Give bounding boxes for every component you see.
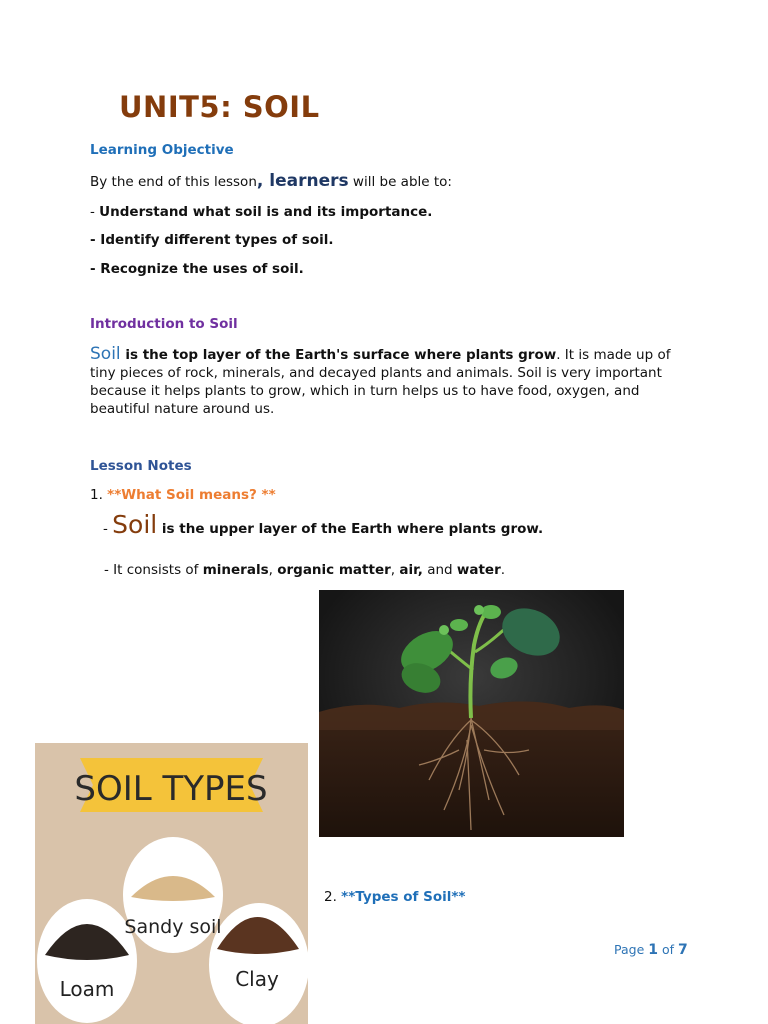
- sandy-soil-label: Sandy soil: [124, 916, 222, 938]
- intro-bold-text: is the top layer of the Earth's surface where plants grow: [120, 347, 557, 363]
- definition-text: is the upper layer of the Earth where plants grow.: [157, 521, 544, 537]
- page-title: UNIT5: SOIL: [119, 90, 320, 124]
- definition-dash: -: [103, 521, 113, 537]
- notes-item-1: [90, 486, 276, 504]
- consists-minerals: minerals: [202, 562, 269, 578]
- consists-comma-2: ,: [390, 562, 400, 578]
- page-word: Page: [614, 942, 649, 957]
- notes-item-2: [324, 888, 465, 906]
- intro-soil-word: Soil: [90, 344, 121, 364]
- consists-start: - It consists of: [104, 562, 203, 578]
- loam-label: Loam: [59, 977, 115, 1001]
- consists-organic: organic matter: [277, 562, 391, 578]
- lesson-notes-heading: Lesson Notes: [90, 458, 192, 474]
- objective-intro-start: By the end of this lesson: [90, 174, 257, 190]
- objective-item-2: - Identify different types of soil.: [90, 232, 334, 248]
- plant-illustration: [319, 590, 624, 837]
- objective-item-1: [90, 203, 432, 221]
- soil-types-image: [35, 743, 308, 1024]
- notes-item-2-label: **Types of Soil**: [341, 889, 466, 905]
- notes-item-2-number: 2.: [324, 889, 342, 905]
- objective-intro: [90, 172, 452, 191]
- soil-types-banner: SOIL TYPES: [74, 769, 268, 809]
- page-number: [614, 942, 688, 958]
- plant-growing-image: [319, 590, 624, 837]
- learners-word: , learners: [256, 171, 349, 191]
- consists-period: .: [500, 562, 506, 578]
- clay-label: Clay: [235, 967, 279, 991]
- page-current: 1: [648, 942, 658, 958]
- page-total: 7: [678, 942, 688, 958]
- page-of-word: of: [658, 942, 678, 957]
- soil-definition: [103, 510, 544, 539]
- objective-item-3: - Recognize the uses of soil.: [90, 261, 304, 277]
- objective-intro-end: will be able to:: [348, 174, 452, 190]
- definition-soil-word: Soil: [112, 510, 158, 539]
- notes-item-1-number: 1.: [90, 487, 108, 503]
- intro-rest-text: . It is made up of tiny pieces of rock, minerals, and decayed plants and animals. Soil is very important because it helps plants to grow, which in turn helps us to have food, oxygen, and beautiful nature around us.: [90, 347, 671, 417]
- consists-comma-1: ,: [268, 562, 278, 578]
- objective-item-1-dash: -: [90, 204, 100, 220]
- consists-and: and: [422, 562, 457, 578]
- objective-item-1-text: Understand what soil is and its importance.: [99, 204, 433, 220]
- soil-types-illustration: [35, 743, 308, 1024]
- notes-item-1-label: **What Soil means? **: [107, 487, 276, 503]
- intro-heading: Introduction to Soil: [90, 316, 238, 332]
- intro-paragraph: [90, 345, 680, 418]
- learning-objective-heading: Learning Objective: [90, 142, 234, 158]
- consists-water: water: [456, 562, 501, 578]
- soil-consists: [104, 561, 505, 579]
- consists-air: air,: [399, 562, 423, 578]
